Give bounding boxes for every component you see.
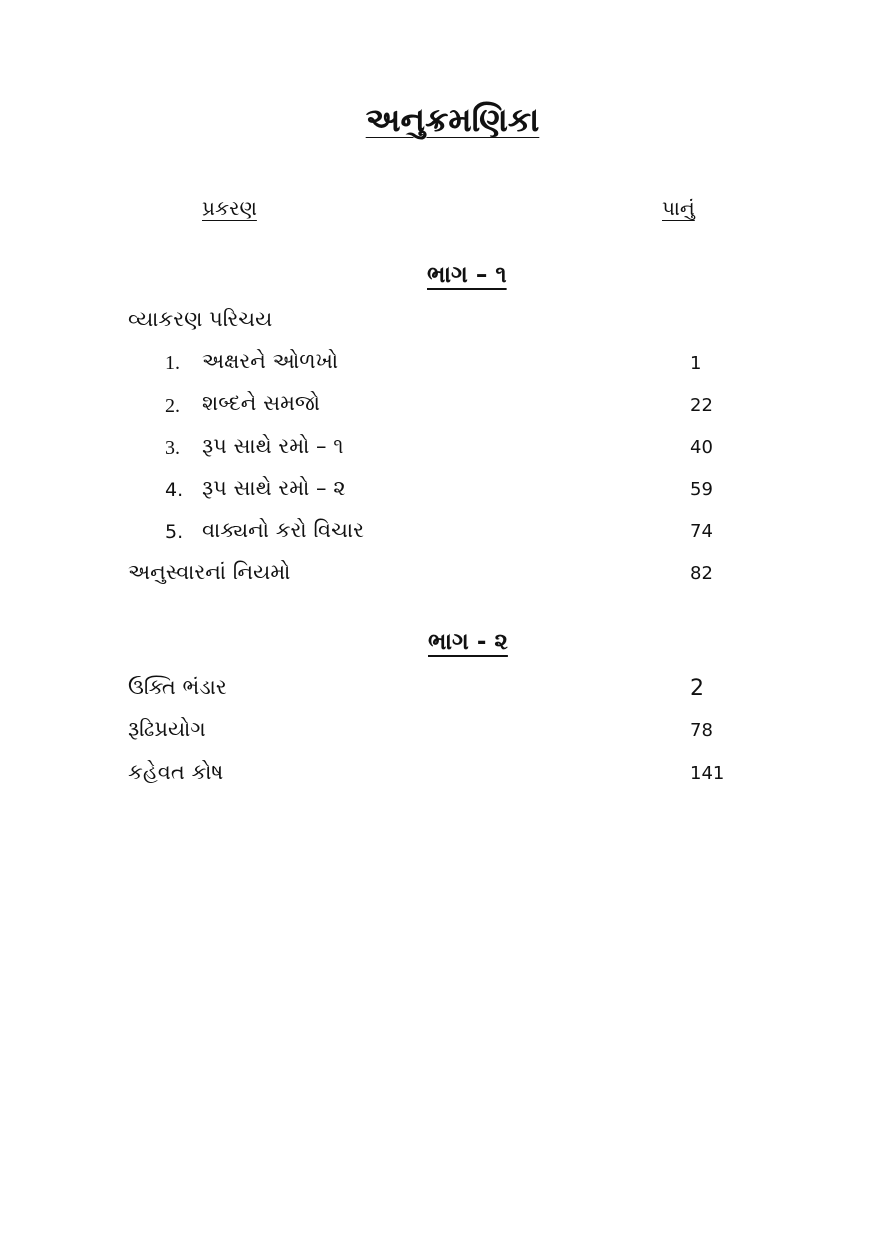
toc-entry-page: 141 — [690, 763, 725, 784]
toc-entry-page: 1 — [690, 353, 702, 374]
toc-entry-page: 59 — [690, 479, 713, 500]
toc-entry-page: 74 — [690, 521, 713, 542]
toc-entry-title: વાક્યનો કરો વિચાર — [202, 518, 364, 542]
toc-entry-number: 1. — [165, 352, 180, 374]
toc-entry-page: 40 — [690, 437, 713, 458]
toc-entry-title: ઉક્તિ ભંડાર — [128, 675, 227, 699]
toc-entry-number: 2. — [165, 395, 180, 417]
toc-entry-title: અક્ષરને ઓળખો — [202, 349, 339, 373]
section-grammar-intro: વ્યાકરણ પરિચય — [128, 307, 273, 331]
toc-entry-title: રૂપ સાથે રમો – ૨ — [202, 476, 346, 500]
page-title-text: અનુક્રમણિકા — [365, 100, 540, 139]
toc-entry-page: 82 — [690, 563, 713, 584]
toc-entry-number: 4. — [165, 479, 184, 501]
toc-entry-page: 22 — [690, 395, 713, 416]
toc-entry-title: શબ્દને સમજો — [202, 391, 321, 415]
part-2-heading: ભાગ - ૨ — [428, 629, 508, 655]
toc-entry-number: 3. — [165, 437, 180, 459]
column-header-page: પાનું — [662, 196, 695, 220]
toc-entry-title: રૂપ સાથે રમો – ૧ — [202, 434, 344, 458]
column-header-chapter: પ્રકરણ — [202, 196, 257, 220]
page-title — [0, 100, 875, 139]
toc-entry-page: 78 — [690, 720, 713, 741]
part-1-heading: ભાગ – ૧ — [427, 262, 507, 288]
toc-entry-title: રૂઢિપ્રયોગ — [128, 717, 206, 741]
toc-entry-title: કહેવત કોષ — [128, 760, 224, 784]
toc-entry-page: 2 — [690, 676, 704, 701]
toc-entry-title: અનુસ્વારનાં નિયમો — [128, 560, 291, 584]
toc-entry-number: 5. — [165, 521, 184, 543]
